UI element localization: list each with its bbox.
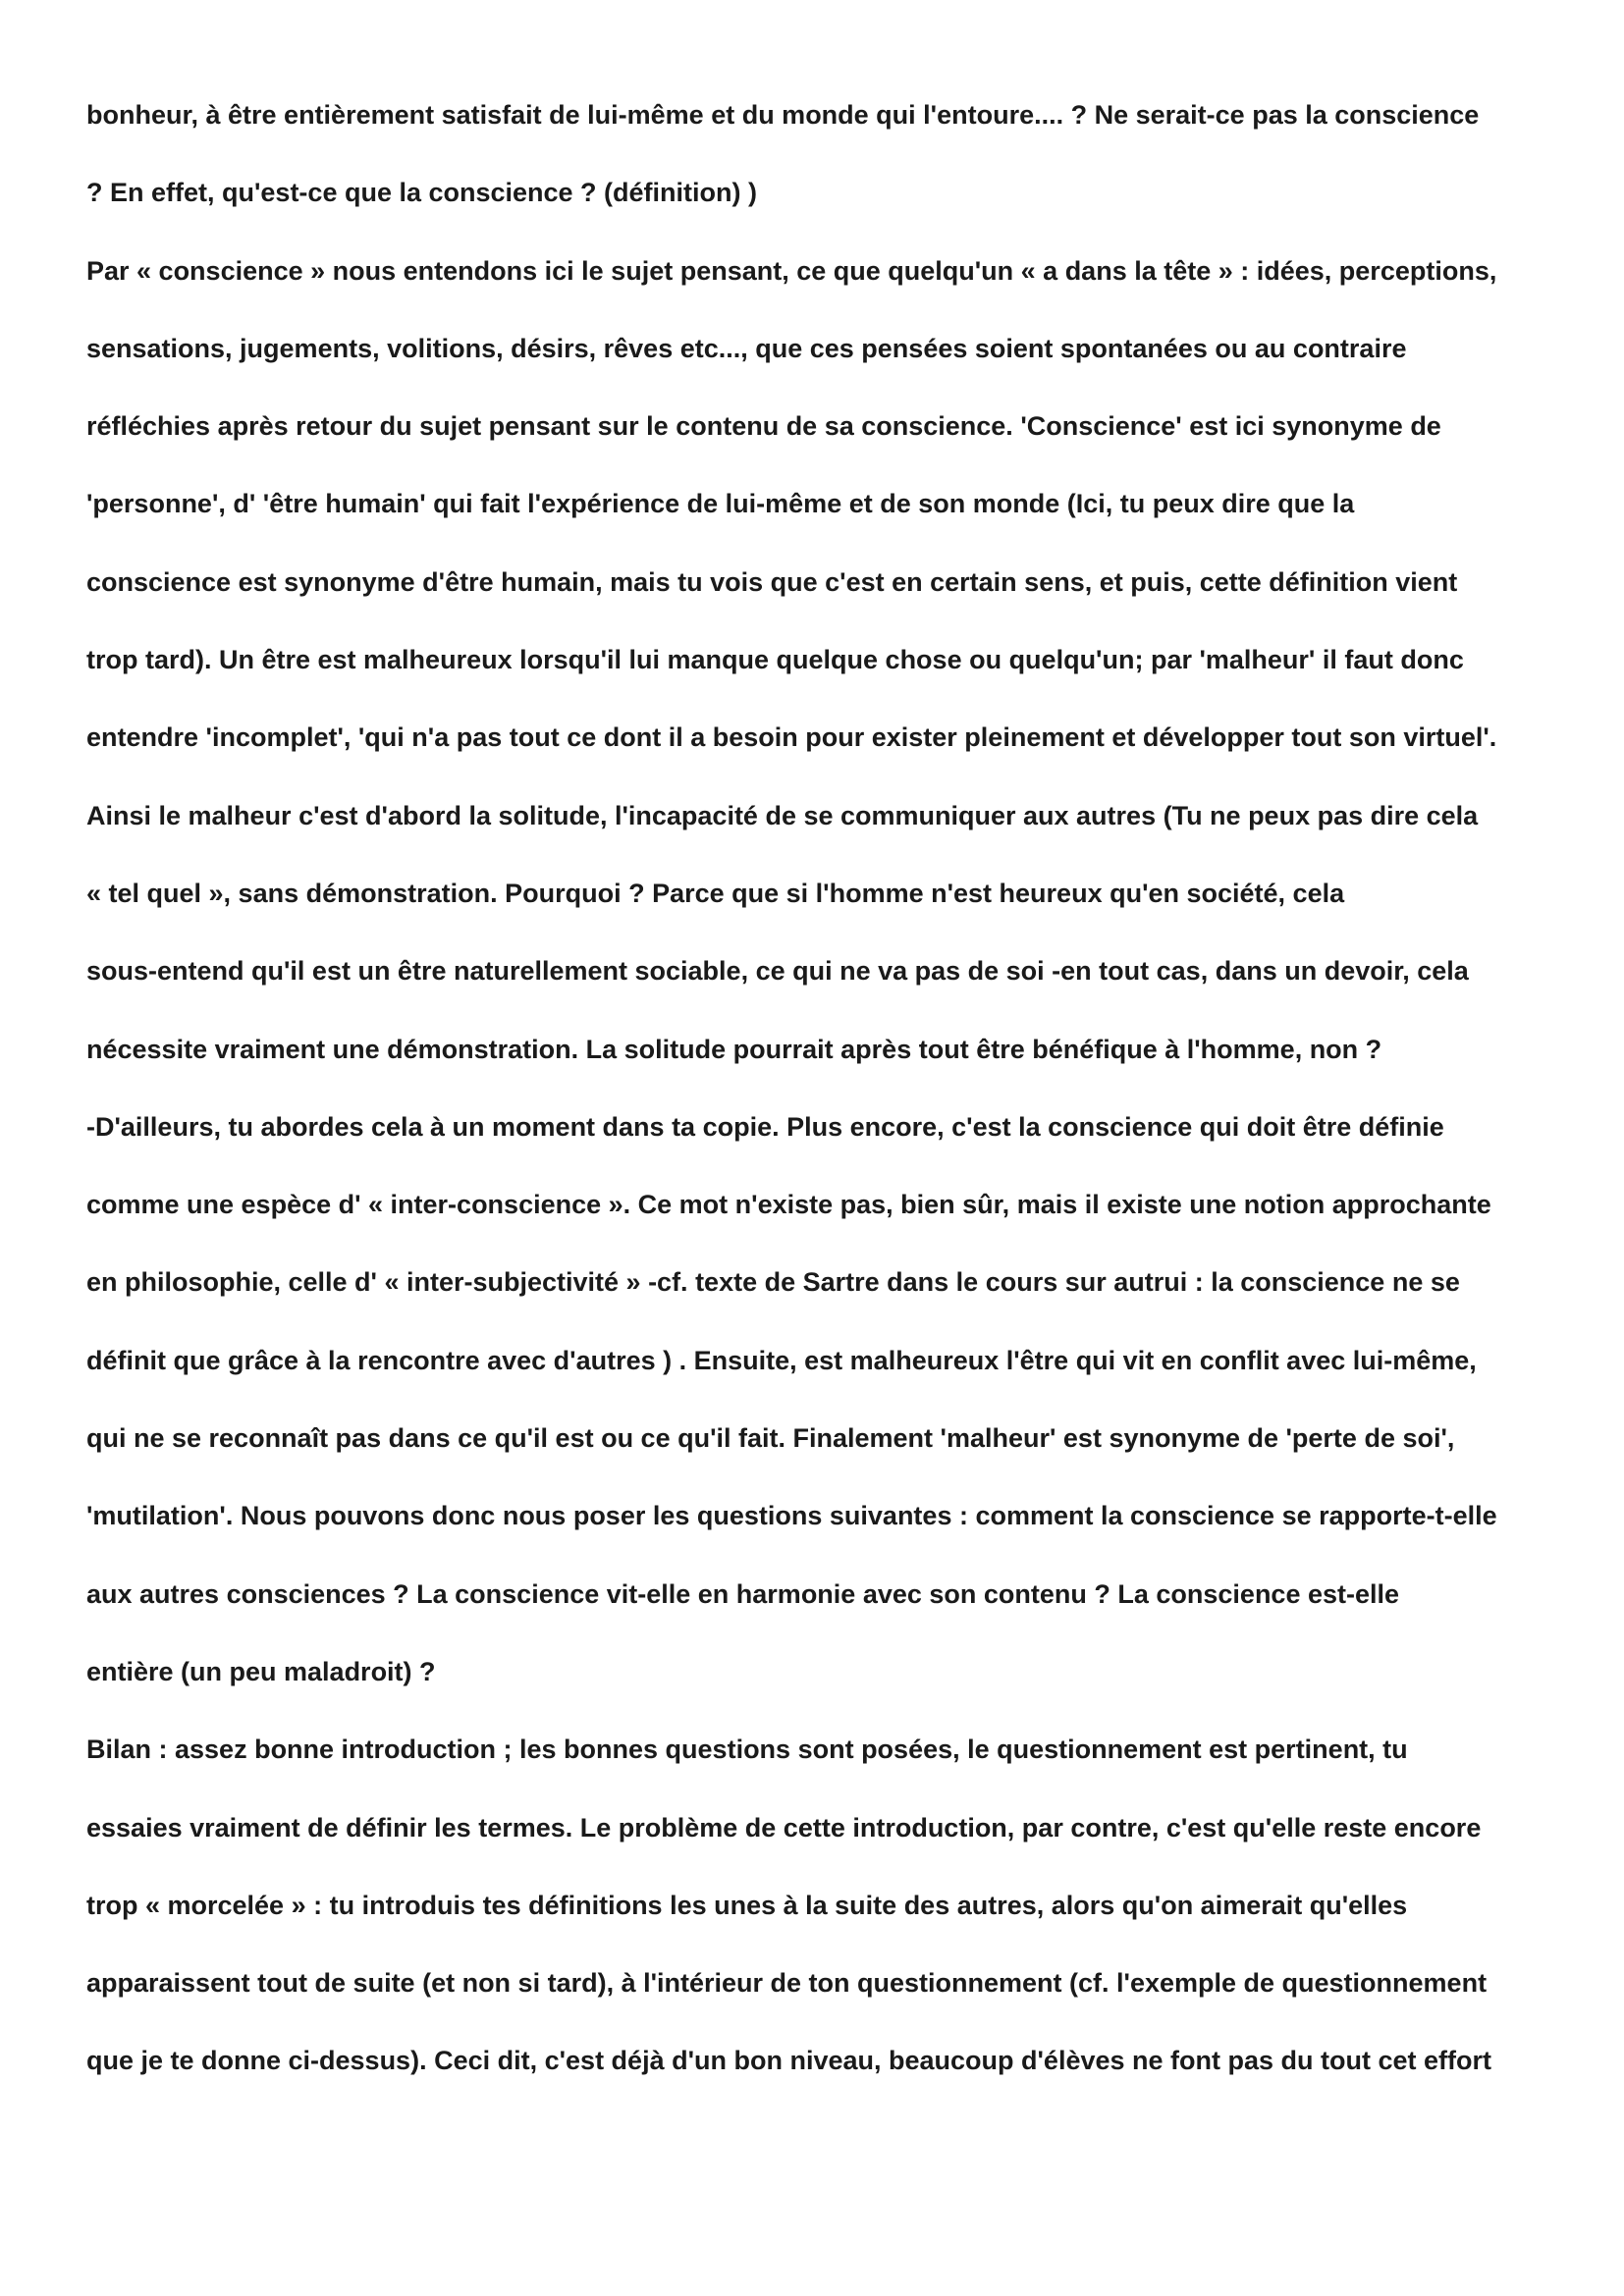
text-line: comme une espèce d' « inter-conscience ». Ce mot n'existe pas, bien sûr, mais il existe une notion approchante [86,1190,1491,1220]
text-line: aux autres consciences ? La conscience vit-elle en harmonie avec son contenu ? La conscience est-elle [86,1578,1400,1609]
text-line: trop tard). Un être est malheureux lorsqu'il lui manque quelque chose ou quelqu'un; par 'malheur' il faut donc [86,645,1464,675]
text-line: trop « morcelée » : tu introduis tes définitions les unes à la suite des autres, alors qu'on aimerait qu'elles [86,1890,1408,1920]
text-line: 'mutilation'. Nous pouvons donc nous poser les questions suivantes : comment la conscience se rapporte-t-elle [86,1501,1497,1531]
text-line: sensations, jugements, volitions, désirs, rêves etc..., que ces pensées soient spontanées ou au contraire [86,333,1407,363]
text-line: réfléchies après retour du sujet pensant sur le contenu de sa conscience. 'Conscience' est ici synonyme de [86,411,1441,442]
text-line: nécessite vraiment une démonstration. La solitude pourrait après tout être bénéfique à l'homme, non ? [86,1034,1382,1064]
text-line: conscience est synonyme d'être humain, mais tu vois que c'est en certain sens, et puis, cette définition vient [86,566,1458,597]
text-line: sous-entend qu'il est un être naturellement sociable, ce qui ne va pas de soi -en tout cas, dans un devoir, cela [86,956,1469,987]
text-line: Par « conscience » nous entendons ici le sujet pensant, ce que quelqu'un « a dans la tête » : idées, perceptions, [86,255,1497,286]
text-line: Ainsi le malheur c'est d'abord la solitude, l'incapacité de se communiquer aux autres (Tu ne peux pas dire cela [86,800,1479,830]
text-line: entendre 'incomplet', 'qui n'a pas tout ce dont il a besoin pour exister pleinement et développer tout son virtuel'. [86,722,1497,753]
document-body-text [86,94,1559,2118]
text-line: Bilan : assez bonne introduction ; les bonnes questions sont posées, le questionnement est pertinent, tu [86,1735,1408,1765]
text-line: apparaissent tout de suite (et non si tard), à l'intérieur de ton questionnement (cf. l'exemple de questionnement [86,1968,1488,1999]
text-line: ? En effet, qu'est-ce que la conscience ? (définition) ) [86,178,758,208]
text-line: entière (un peu maladroit) ? [86,1656,436,1686]
text-line: essaies vraiment de définir les termes. Le problème de cette introduction, par contre, c'est qu'elle reste encore [86,1812,1482,1842]
text-line: bonheur, à être entièrement satisfait de lui-même et du monde qui l'entoure.... ? Ne serait-ce pas la conscience [86,100,1480,130]
text-line: -D'ailleurs, tu abordes cela à un moment dans ta copie. Plus encore, c'est la conscience qui doit être définie [86,1111,1444,1142]
text-line: définit que grâce à la rencontre avec d'autres ) . Ensuite, est malheureux l'être qui vit en conflit avec lui-même, [86,1345,1477,1375]
text-line: « tel quel », sans démonstration. Pourquoi ? Parce que si l'homme n'est heureux qu'en société, cela [86,878,1345,908]
text-line: en philosophie, celle d' « inter-subjectivité » -cf. texte de Sartre dans le cours sur autrui : la conscience ne se [86,1267,1460,1298]
text-line: que je te donne ci-dessus). Ceci dit, c'est déjà d'un bon niveau, beaucoup d'élèves ne font pas du tout cet effort [86,2046,1491,2076]
text-line: qui ne se reconnaît pas dans ce qu'il est ou ce qu'il fait. Finalement 'malheur' est synonyme de 'perte de soi', [86,1423,1455,1454]
text-line: 'personne', d' 'être humain' qui fait l'expérience de lui-même et de son monde (Ici, tu peux dire que la [86,489,1355,519]
